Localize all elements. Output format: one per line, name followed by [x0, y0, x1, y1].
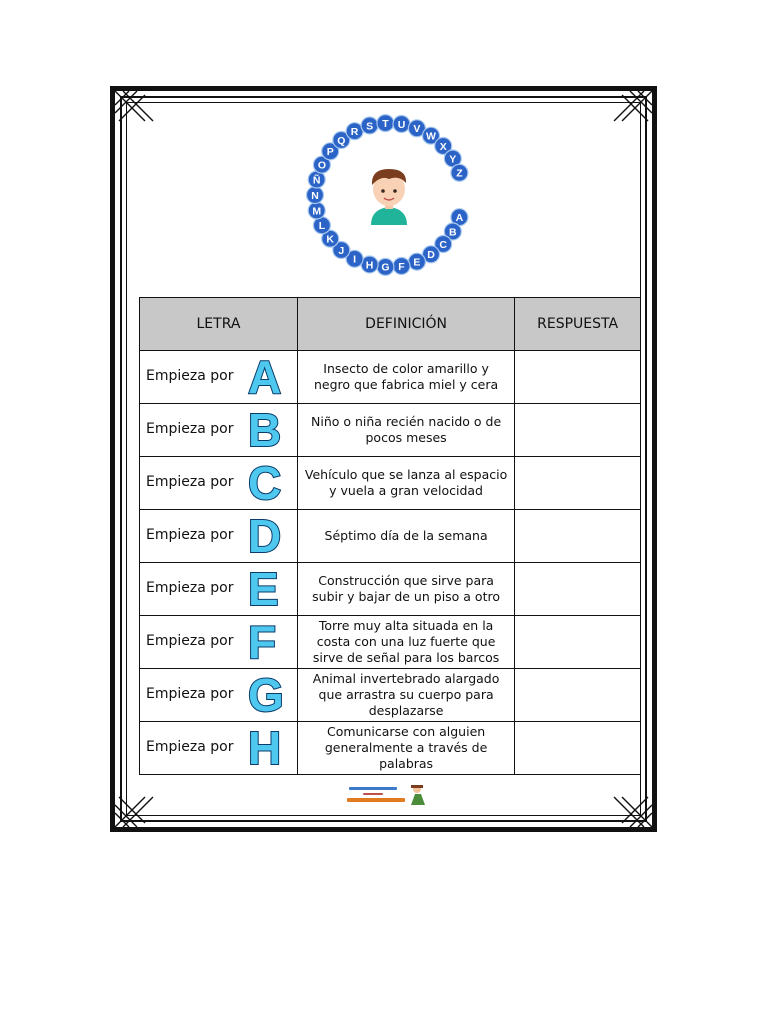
- row-definition: Niño o niña recién nacido o de pocos meses: [311, 414, 502, 445]
- rosco-letter-label: X: [439, 140, 447, 153]
- row-prefix: Empieza por: [146, 580, 234, 596]
- table-row: [140, 351, 641, 404]
- row-prefix: Empieza por: [146, 368, 234, 384]
- rosco-letter-label: H: [365, 259, 374, 272]
- table-row: [140, 563, 641, 616]
- row-prefix: Empieza por: [146, 474, 234, 490]
- rosco-letter-label: J: [338, 244, 345, 257]
- answer-cell[interactable]: [515, 510, 641, 563]
- rosco-letter-label: C: [439, 238, 447, 251]
- answer-cell[interactable]: [515, 669, 641, 722]
- table-row: [140, 722, 641, 775]
- table-row: [140, 457, 641, 510]
- row-letter: H: [248, 722, 282, 774]
- row-letter: C: [248, 457, 282, 509]
- row-definition: Vehículo que se lanza al espacio y vuela a gran velocidad: [304, 467, 508, 498]
- quiz-table: [139, 297, 641, 775]
- row-prefix: Empieza por: [146, 633, 234, 649]
- row-definition: Insecto de color amarillo y negro que fabrica miel y cera: [313, 361, 499, 392]
- rosco-letter-label: G: [381, 261, 390, 274]
- rosco-letter-label: B: [449, 226, 457, 239]
- row-letter: F: [248, 616, 277, 668]
- header-letter: LETRA: [140, 298, 298, 351]
- row-definition: Comunicarse con alguien generalmente a través de palabras: [324, 724, 488, 771]
- rosco-letter-label: K: [326, 233, 334, 246]
- answer-cell[interactable]: [515, 616, 641, 669]
- row-prefix: Empieza por: [146, 739, 234, 755]
- row-prefix: Empieza por: [146, 421, 234, 437]
- table-row: [140, 616, 641, 669]
- rosco-letter-label: Y: [449, 153, 457, 166]
- row-letter: E: [248, 563, 279, 615]
- rosco-letter-label: U: [397, 118, 406, 131]
- row-definition: Torre muy alta situada en la costa con una luz fuerte que sirve de señal para los barcos: [312, 618, 500, 665]
- rosco-letter: [393, 258, 410, 275]
- rosco-letter-label: Ñ: [312, 174, 321, 187]
- boy-avatar-icon: [371, 169, 407, 225]
- rosco-letter: [308, 202, 325, 219]
- rosco-letter-label: M: [312, 205, 322, 218]
- rosco-letter-label: V: [413, 123, 421, 136]
- rosco-letter-label: D: [427, 249, 435, 262]
- worksheet-frame: [110, 86, 657, 832]
- rosco-letter-label: O: [317, 159, 326, 172]
- rosco-letter-label: E: [413, 256, 421, 269]
- answer-cell[interactable]: [515, 563, 641, 616]
- rosco-letter-label: Z: [456, 167, 463, 180]
- rosco-letter-label: N: [311, 189, 319, 202]
- row-prefix: Empieza por: [146, 686, 234, 702]
- row-letter: D: [248, 510, 282, 562]
- answer-cell[interactable]: [515, 722, 641, 775]
- answer-cell[interactable]: [515, 457, 641, 510]
- row-letter: B: [248, 404, 282, 456]
- row-letter: A: [248, 351, 282, 403]
- rosco-letter: [393, 116, 410, 133]
- rosco-letter-label: R: [350, 126, 359, 138]
- rosco-letter: [377, 258, 394, 275]
- row-prefix: Empieza por: [146, 527, 234, 543]
- rosco-letter-label: L: [318, 220, 326, 233]
- rosco-letter: [377, 115, 394, 132]
- rosco-letter-label: S: [366, 120, 374, 133]
- rosco-letter-label: T: [382, 117, 389, 130]
- letter-rosco: [301, 113, 477, 277]
- answer-cell[interactable]: [515, 404, 641, 457]
- rosco-letter-label: A: [455, 212, 464, 224]
- rosco-letter-label: I: [353, 253, 357, 266]
- rosco-letter-label: Q: [337, 134, 346, 147]
- row-definition: Séptimo día de la semana: [324, 528, 488, 543]
- table-row: [140, 404, 641, 457]
- rosco-letter: [408, 253, 425, 270]
- header-definition: DEFINICIÓN: [297, 298, 514, 351]
- rosco-letter: [451, 164, 468, 181]
- rosco-letter-label: P: [326, 146, 334, 159]
- rosco-letter-label: F: [398, 260, 405, 273]
- row-definition: Construcción que sirve para subir y bajar de un piso a otro: [312, 573, 500, 604]
- table-row: [140, 669, 641, 722]
- row-letter: G: [248, 669, 284, 721]
- answer-cell[interactable]: [515, 351, 641, 404]
- table-row: [140, 510, 641, 563]
- rosco-letter: [307, 187, 324, 204]
- publisher-logo-icon: [345, 781, 429, 809]
- header-answer: RESPUESTA: [515, 298, 641, 351]
- rosco-letter-label: W: [426, 130, 436, 143]
- row-definition: Animal invertebrado alargado que arrastra su cuerpo para desplazarse: [312, 671, 500, 718]
- rosco-letter: [361, 117, 378, 134]
